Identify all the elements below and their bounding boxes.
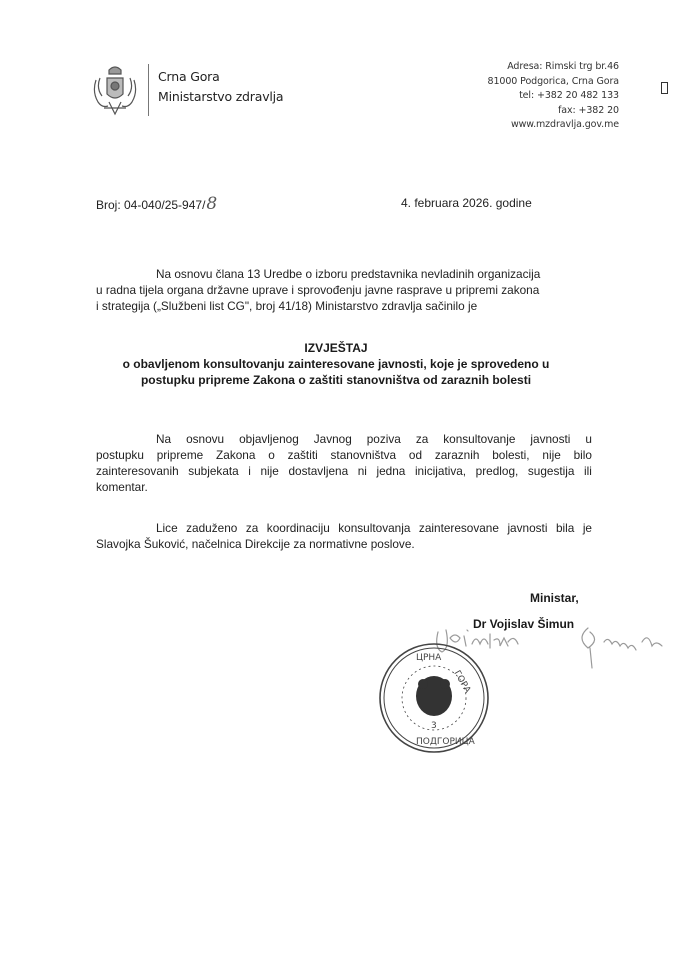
word: zaduženo (186, 521, 238, 535)
word: od (408, 448, 423, 462)
word: bilo (573, 448, 592, 462)
word: Javnog (313, 432, 352, 446)
word: u (585, 432, 592, 446)
body-line: Slavojka Šuković, načelnica Direkcije za normativne poslove. (96, 537, 415, 551)
word: postupku (96, 448, 144, 462)
word: nije (260, 464, 279, 478)
website: www.mzdravlja.gov.me (510, 119, 619, 130)
word: konsultovanja (338, 521, 411, 535)
word: Na (156, 432, 172, 446)
document-number-label: Broj: 04-040/25-947/ (96, 198, 206, 212)
country-name: Crna Gora (158, 69, 220, 84)
svg-text:ПОДГОРИЦА: ПОДГОРИЦА (416, 737, 475, 747)
body-line (96, 447, 592, 463)
svg-text:ГОРА: ГОРА (451, 669, 473, 695)
organization-name (158, 67, 283, 107)
word: zainteresovane (418, 521, 499, 535)
report-subtitle-line: o obavljenom konsultovanju zainteresovane javnosti, koje je sprovedeno u (122, 357, 550, 371)
word: za (245, 521, 259, 535)
word: je (582, 521, 592, 535)
word: jedna (376, 464, 406, 478)
ministry-name: Ministarstvo zdravlja (158, 89, 284, 104)
word: pripreme (156, 448, 204, 462)
intro-line: i strategija („Službeni list CG", broj 41/18) Ministarstvo zdravlja sačinilo je (96, 299, 478, 313)
signatory-title: Ministar, (530, 591, 579, 605)
document-date: 4. februara 2026. godine (401, 196, 532, 210)
report-title (96, 340, 576, 388)
word: javnosti (507, 521, 548, 535)
intro-paragraph (96, 266, 592, 314)
word: inicijativa, (414, 464, 467, 478)
word: ni (357, 464, 367, 478)
word: osnovu (186, 432, 225, 446)
word: ili (584, 464, 592, 478)
body-line (96, 520, 592, 536)
word: za (415, 432, 429, 446)
word: zaraznih (434, 448, 480, 462)
handwritten-number: 8 (206, 194, 218, 214)
phone: tel: +382 20 482 133 (519, 90, 619, 101)
official-stamp-icon (376, 640, 492, 756)
body-paragraph-consultation (96, 431, 592, 495)
word: zainteresovanih (96, 464, 179, 478)
word: nije (542, 448, 561, 462)
svg-text:3: 3 (431, 721, 437, 731)
word: bila (555, 521, 575, 535)
word: konsultovanje (443, 432, 516, 446)
body-paragraph-coordinator (96, 520, 592, 552)
city: 81000 Podgorica, Crna Gora (487, 75, 619, 87)
word: koordinaciju (266, 521, 330, 535)
word: o (268, 448, 275, 462)
coat-of-arms-icon (90, 62, 140, 120)
word: stanovništva (330, 448, 397, 462)
word: sugestija (527, 464, 575, 478)
word: zaštiti (287, 448, 318, 462)
body-line (96, 463, 592, 479)
body-line (96, 431, 592, 447)
word: subjekata (188, 464, 239, 478)
report-subtitle-line: postupku pripreme Zakona o zaštiti stanovništva od zaraznih bolesti (140, 373, 532, 387)
word: bolesti, (492, 448, 530, 462)
signatory-name: Dr Vojislav Šimun (473, 617, 575, 631)
intro-line: u radna tijela organa državne uprave i sprovođenju javne rasprave u pripremi zakona (96, 283, 540, 297)
word: objavljenog (239, 432, 299, 446)
document-number (96, 194, 217, 214)
word: javnosti (530, 432, 571, 446)
report-heading: IZVJEŠTAJ (304, 341, 368, 355)
word: i (248, 464, 251, 478)
body-line: komentar. (96, 480, 148, 494)
word: dostavljena (288, 464, 349, 478)
word: Lice (156, 521, 178, 535)
address: Adresa: Rimski trg br.46 (507, 61, 619, 72)
contact-block (488, 60, 619, 133)
fax: fax: +382 20 (557, 104, 619, 116)
word: predlog, (475, 464, 519, 478)
svg-text:ЦРНА: ЦРНА (416, 653, 442, 663)
header-divider (148, 64, 149, 116)
intro-line: Na osnovu člana 13 Uredbe o izboru predstavnika nevladinih organizacija (156, 267, 541, 281)
scan-artifact-mark (661, 82, 668, 94)
word: Zakona (216, 448, 256, 462)
word: poziva (366, 432, 401, 446)
